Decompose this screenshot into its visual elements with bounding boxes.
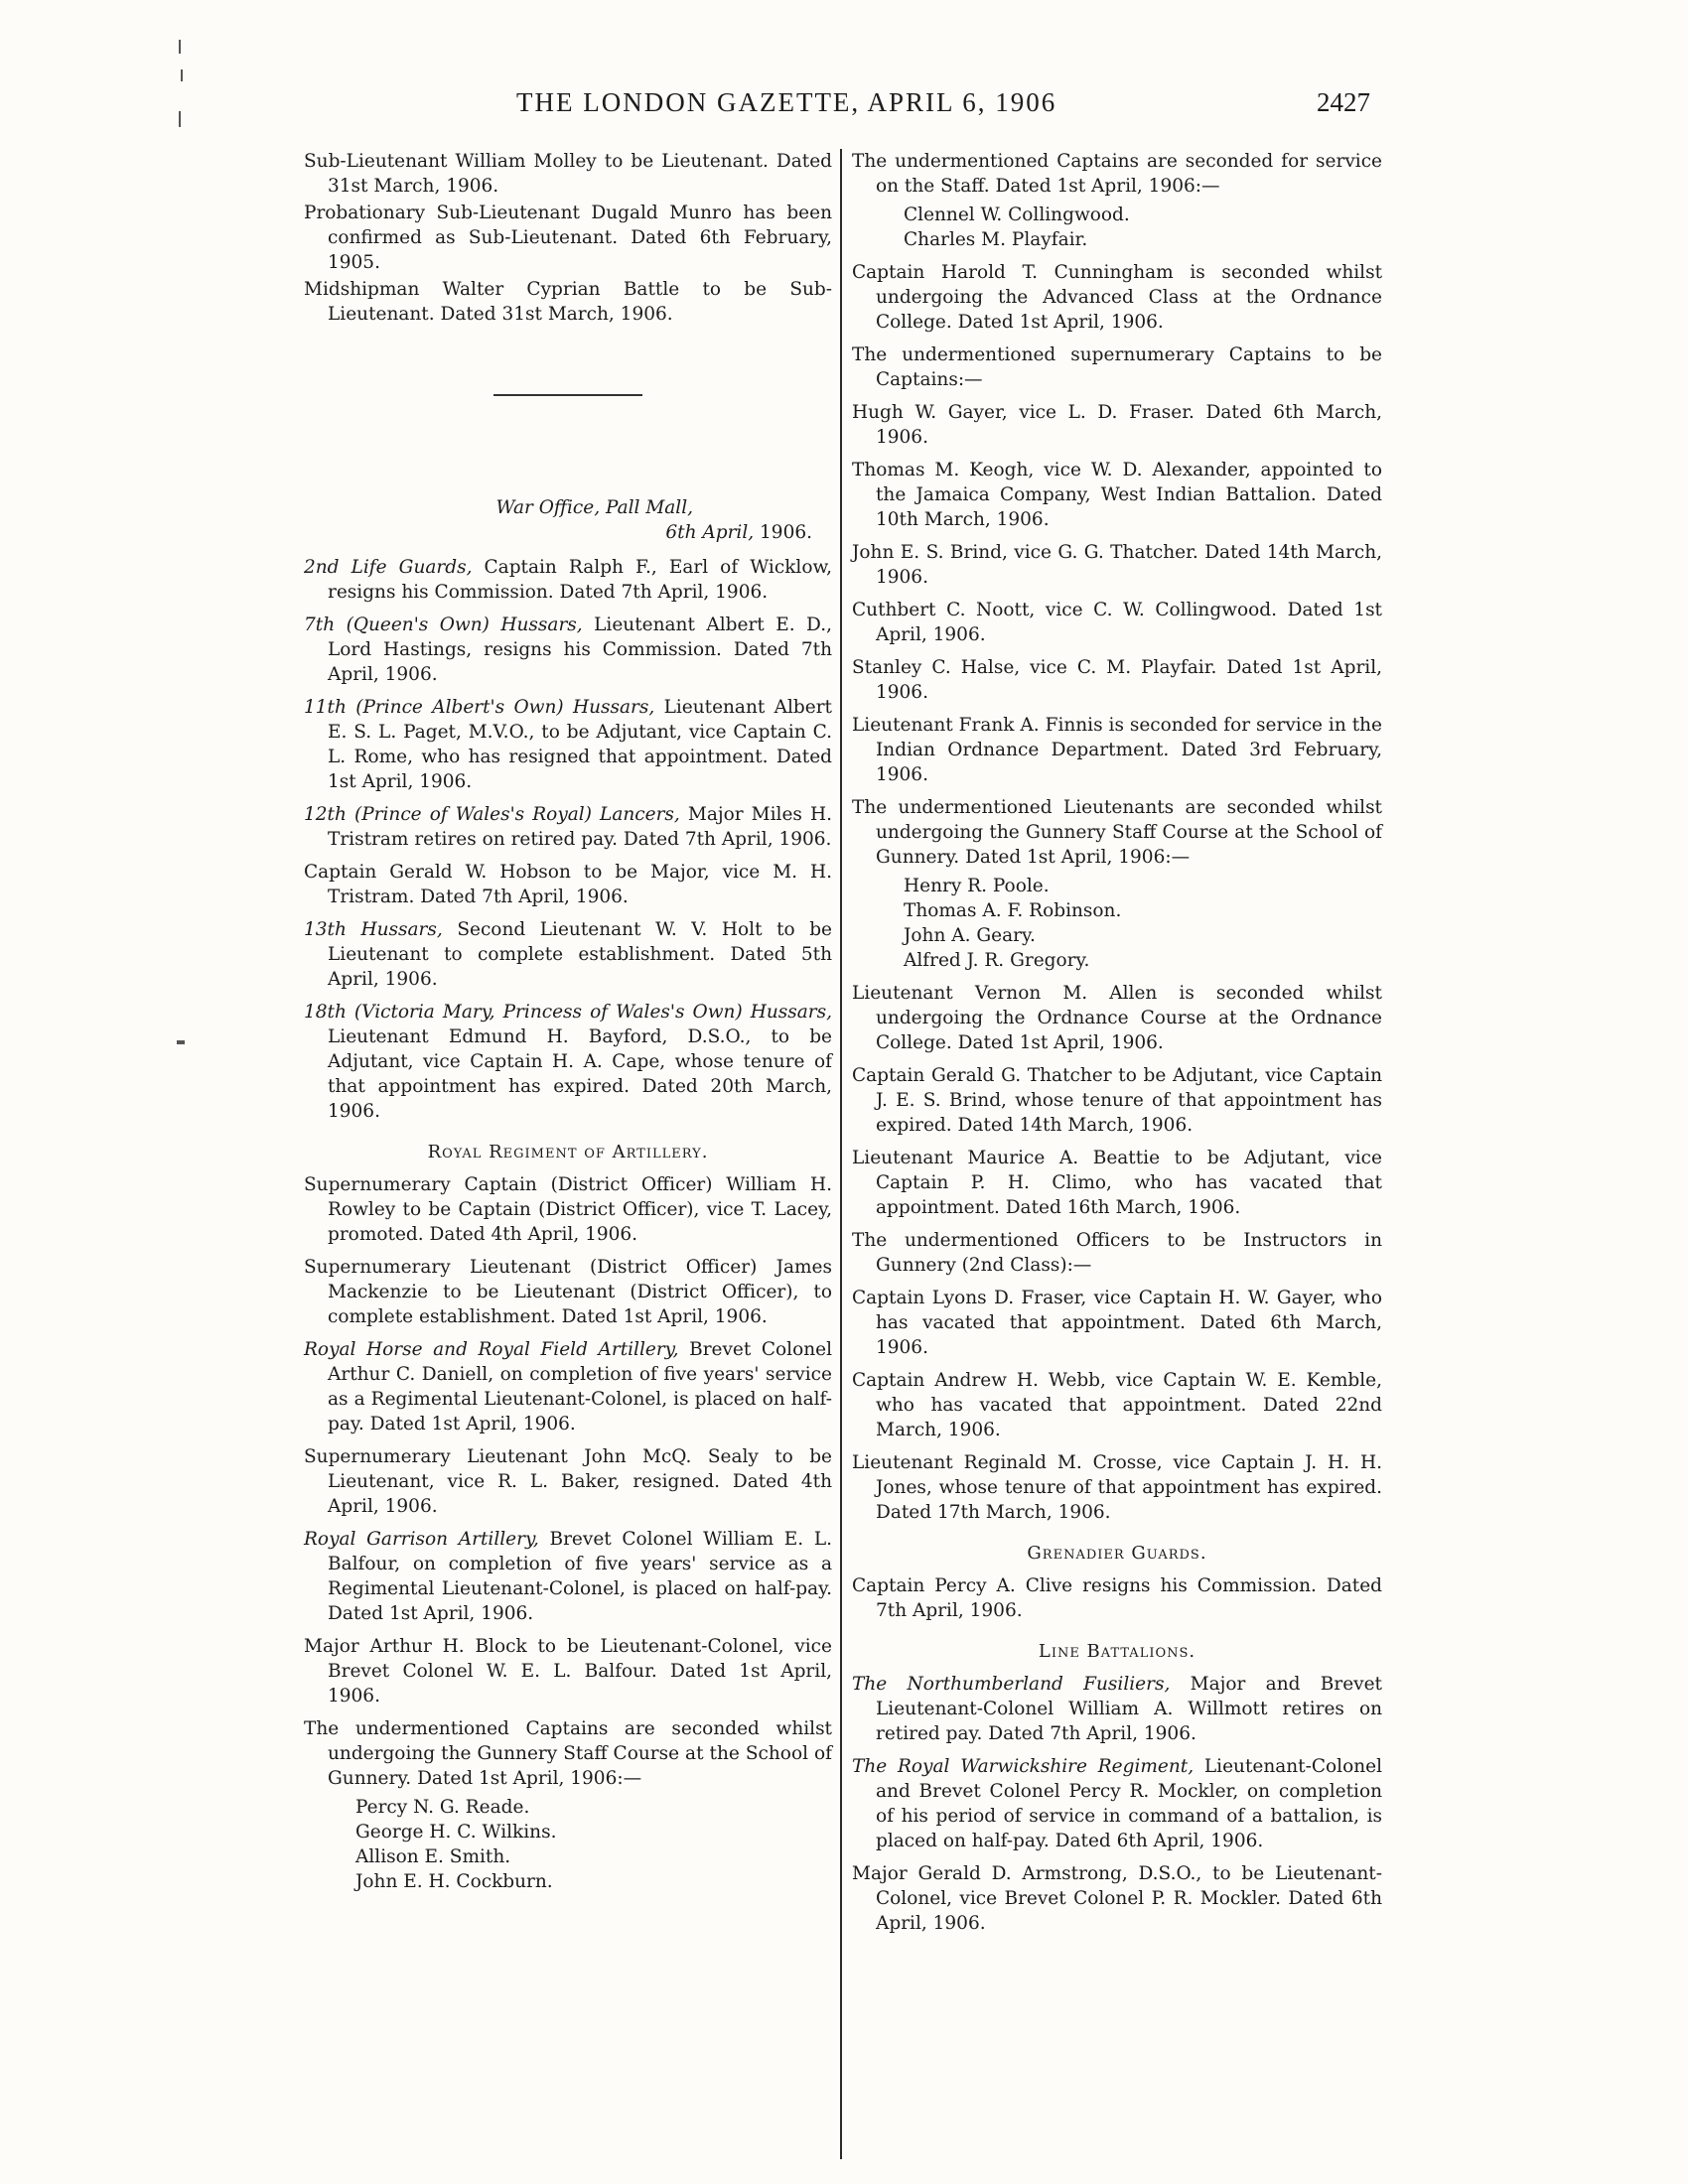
gazette-title: THE LONDON GAZETTE, APRIL 6, 1906 (516, 87, 1057, 117)
list-item: John A. Geary. (904, 925, 1036, 946)
notice: Captain Andrew H. Webb, vice Captain W. E. Kemble, who has vacated that appointment. Dated 22nd March, 1906. (852, 1370, 1382, 1440)
column-divider (840, 149, 842, 2159)
dateline-place: War Office, Pall Mall, (495, 497, 693, 518)
notice: 12th (Prince of Wales's Royal) Lancers, Major Miles H. Tristram retires on retired pay. Dated 7th April, 1906. (304, 804, 832, 850)
notice: 7th (Queen's Own) Hussars, Lieutenant Albert E. D., Lord Hastings, resigns his Commission. Dated 7th April, 1906. (304, 614, 832, 685)
notice: Captain Lyons D. Fraser, vice Captain H. W. Gayer, who has vacated that appointment. Dated 6th March, 1906. (852, 1288, 1382, 1358)
notice: The Royal Warwickshire Regiment, Lieutenant-Colonel and Brevet Colonel Percy R. Mockler, on completion of his period of service in command of a battalion, is placed on half-pay. Dated 6th April, 1906. (852, 1756, 1382, 1851)
list-item: Percy N. G. Reade. (355, 1797, 530, 1818)
notice: The undermentioned Officers to be Instructors in Gunnery (2nd Class):— (852, 1230, 1382, 1276)
list-item: Alfred J. R. Gregory. (904, 950, 1090, 971)
scan-mark (177, 1040, 185, 1044)
list-item: Thomas A. F. Robinson. (904, 900, 1122, 921)
notice: Lieutenant Vernon M. Allen is seconded whilst undergoing the Ordnance Course at the Ordnance College. Dated 1st April, 1906. (852, 983, 1382, 1053)
notice: Royal Horse and Royal Field Artillery, Brevet Colonel Arthur C. Daniell, on completion of five years' service as a Regimental Lieutenant-Colonel, is placed on half-pay. Dated 1st April, 1906. (304, 1339, 832, 1434)
list-item: Clennel W. Collingwood. (904, 205, 1130, 225)
name-list (355, 1795, 832, 1894)
page-header (298, 87, 1390, 127)
notice: The undermentioned supernumerary Captains to be Captains:— (852, 344, 1382, 390)
scan-mark (181, 69, 183, 81)
notice: Cuthbert C. Noott, vice C. W. Collingwood. Dated 1st April, 1906. (852, 600, 1382, 645)
notice: John E. S. Brind, vice G. G. Thatcher. Dated 14th March, 1906. (852, 542, 1382, 588)
scan-mark (179, 40, 181, 54)
notice: 18th (Victoria Mary, Princess of Wales's Own) Hussars, Lieutenant Edmund H. Bayford, D.S.O., to be Adjutant, vice Captain H. A. Cape, whose tenure of that appointment has expired. Dated 20th March, 1906. (304, 1002, 832, 1122)
notice: The Northumberland Fusiliers, Major and Brevet Lieutenant-Colonel William A. Willmott retires on retired pay. Dated 7th April, 1906. (852, 1674, 1382, 1744)
name-list (904, 203, 1382, 252)
notice: 11th (Prince Albert's Own) Hussars, Lieutenant Albert E. S. L. Paget, M.V.O., to be Adjutant, vice Captain C. L. Rome, who has resigned that appointment. Dated 1st April, 1906. (304, 697, 832, 792)
section-heading-artillery: Royal Regiment of Artillery. (427, 1142, 709, 1162)
notice: Sub-Lieutenant William Molley to be Lieutenant. Dated 31st March, 1906. (304, 151, 832, 197)
notice: 2nd Life Guards, Captain Ralph F., Earl of Wicklow, resigns his Commission. Dated 7th April, 1906. (304, 557, 832, 603)
page-number: 2427 (1317, 87, 1370, 117)
notice: Lieutenant Reginald M. Crosse, vice Captain J. H. H. Jones, whose tenure of that appointment has expired. Dated 17th March, 1906. (852, 1452, 1382, 1523)
notice: Royal Garrison Artillery, Brevet Colonel William E. L. Balfour, on completion of five years' service as a Regimental Lieutenant-Colonel, is placed on half-pay. Dated 1st April, 1906. (304, 1529, 832, 1624)
notice: Supernumerary Lieutenant John McQ. Sealy to be Lieutenant, vice R. L. Baker, resigned. Dated 4th April, 1906. (304, 1446, 832, 1517)
notice: Major Arthur H. Block to be Lieutenant-Colonel, vice Brevet Colonel W. E. L. Balfour. Dated 1st April, 1906. (304, 1636, 832, 1706)
notice: Supernumerary Captain (District Officer) William H. Rowley to be Captain (District Officer), vice T. Lacey, promoted. Dated 4th April, 1906. (304, 1174, 832, 1245)
notice: Lieutenant Frank A. Finnis is seconded for service in the Indian Ordnance Department. Dated 3rd February, 1906. (852, 715, 1382, 785)
dateline (304, 495, 832, 545)
list-item: Charles M. Playfair. (904, 229, 1088, 250)
right-column (852, 149, 1382, 1944)
left-column (304, 149, 832, 1902)
notice: Supernumerary Lieutenant (District Officer) James Mackenzie to be Lieutenant (District Officer), to complete establishment. Dated 1st April, 1906. (304, 1257, 832, 1327)
notice: Probationary Sub-Lieutenant Dugald Munro has been confirmed as Sub-Lieutenant. Dated 6th February, 1905. (304, 203, 832, 273)
notice: Midshipman Walter Cyprian Battle to be Sub-Lieutenant. Dated 31st March, 1906. (304, 279, 832, 325)
name-list (904, 874, 1382, 973)
dateline-date: 6th April, 1906. (665, 522, 812, 543)
notice: Thomas M. Keogh, vice W. D. Alexander, appointed to the Jamaica Company, West Indian Battalion. Dated 10th March, 1906. (852, 460, 1382, 530)
notice: The undermentioned Lieutenants are seconded whilst undergoing the Gunnery Staff Course at the School of Gunnery. Dated 1st April, 1906:— (852, 797, 1382, 868)
list-item: John E. H. Cockburn. (355, 1871, 553, 1892)
notice: Major Gerald D. Armstrong, D.S.O., to be Lieutenant-Colonel, vice Brevet Colonel P. R. Mockler. Dated 6th April, 1906. (852, 1863, 1382, 1934)
notice: Stanley C. Halse, vice C. M. Playfair. Dated 1st April, 1906. (852, 657, 1382, 703)
notice: The undermentioned Captains are seconded for service on the Staff. Dated 1st April, 1906:— (852, 151, 1382, 197)
notice: Captain Gerald G. Thatcher to be Adjutant, vice Captain J. E. S. Brind, whose tenure of that appointment has expired. Dated 14th March, 1906. (852, 1065, 1382, 1136)
section-rule (493, 394, 642, 396)
scan-mark (179, 111, 181, 127)
list-item: Allison E. Smith. (355, 1846, 511, 1867)
list-item: George H. C. Wilkins. (355, 1822, 557, 1843)
section-heading-line: Line Battalions. (1038, 1641, 1196, 1662)
notice: Lieutenant Maurice A. Beattie to be Adjutant, vice Captain P. H. Climo, who has vacated that appointment. Dated 16th March, 1906. (852, 1148, 1382, 1218)
list-item: Henry R. Poole. (904, 876, 1050, 896)
notice: Captain Percy A. Clive resigns his Commission. Dated 7th April, 1906. (852, 1575, 1382, 1621)
notice: Hugh W. Gayer, vice L. D. Fraser. Dated 6th March, 1906. (852, 402, 1382, 448)
notice: The undermentioned Captains are seconded whilst undergoing the Gunnery Staff Course at the School of Gunnery. Dated 1st April, 1906:— (304, 1718, 832, 1789)
section-heading-grenadier: Grenadier Guards. (1027, 1543, 1207, 1564)
notice: 13th Hussars, Second Lieutenant W. V. Holt to be Lieutenant to complete establishment. Dated 5th April, 1906. (304, 919, 832, 990)
notice: Captain Harold T. Cunningham is seconded whilst undergoing the Advanced Class at the Ordnance College. Dated 1st April, 1906. (852, 262, 1382, 333)
notice: Captain Gerald W. Hobson to be Major, vice M. H. Tristram. Dated 7th April, 1906. (304, 862, 832, 907)
